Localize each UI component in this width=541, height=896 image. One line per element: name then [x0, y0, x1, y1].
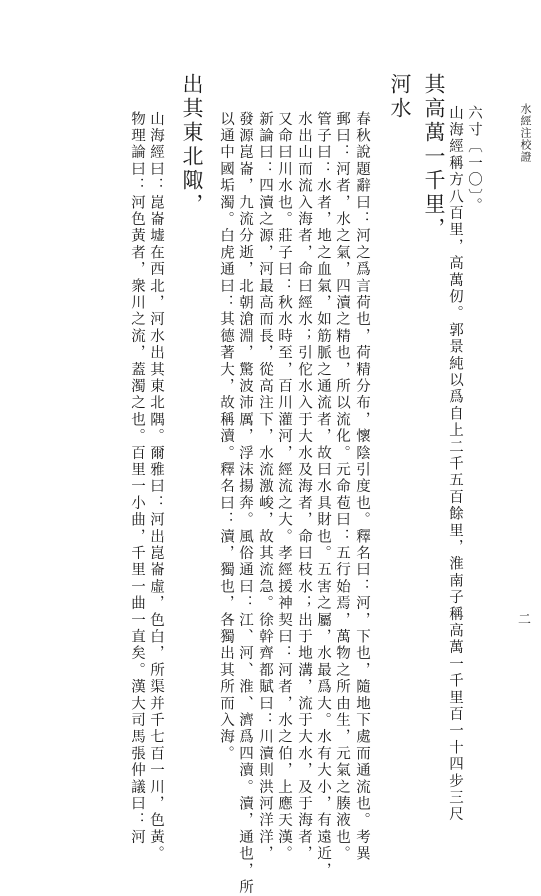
- text-column: 郵曰：河者，水之氣，四瀆之精也，所以流化。元命苞曰：五行始焉，萬物之所由生，元氣之腠液也。: [334, 111, 350, 863]
- text-column: 新論曰：四瀆之源，河最高而長，從高注下，水流激峻，故其流急。徐幹齊都賦曰：川瀆則洪河洋洋，: [257, 111, 273, 863]
- text-column: 以通中國垢濁。白虎通曰：其德著大，故稱瀆。釋名曰：瀆，獨也，各獨出其所而入海。: [218, 111, 234, 763]
- text-column: 山海經稱方八百里，高萬仞。郭景純以爲自上二千五百餘里，淮南子稱高萬一千里百一十四步三尺: [447, 105, 463, 824]
- text-column: 六寸〔一〇〕。: [466, 105, 482, 215]
- text-column: 物理論曰：河色黃者，衆川之流，蓋濁之也。百里一小曲，千里一曲一直矣。漢大司馬張仲議曰：河: [129, 111, 145, 846]
- book-title: 水經注校證: [519, 103, 532, 163]
- section-heading: 出其東北陬，: [180, 73, 204, 217]
- text-column: 春秋說題辭曰：河之爲言荷也，荷精分布，懷陰引度也。釋名曰：河，下也，隨地下處而通流也。考異: [354, 111, 370, 863]
- text-column: 管子曰：水者，地之血氣，如筋脈之通流者，故曰水具財也。五害之屬，水最爲大。水有大小，有遠近，: [315, 111, 331, 880]
- page-number: 二: [515, 612, 530, 625]
- text-column: 發源崑崙，九流分逝，北朝滄淵，驚波沛厲，浮沫揚奔。風俗通曰：江、河、淮、濟爲四瀆。瀆，通也，所: [237, 111, 253, 896]
- text-column: 又命曰川水也。莊子曰：秋水時至，百川灌河，經流之大。孝經援神契曰：河者，水之伯，上應天漢。: [276, 111, 292, 863]
- text-column: 山海經曰：崑崙墟在西北，河水出其東北隅。爾雅曰：河出崑崙虛，色白，所渠并千七百一川，色黃。: [148, 111, 164, 863]
- section-heading: 其高萬一千里，: [422, 73, 446, 241]
- text-column: 水出山而流入海者，命曰經水；引佗水入于大水及海者，命曰枝水；出于地溝，流于大水，及于海者，: [296, 111, 312, 863]
- section-heading: 河水: [388, 73, 412, 121]
